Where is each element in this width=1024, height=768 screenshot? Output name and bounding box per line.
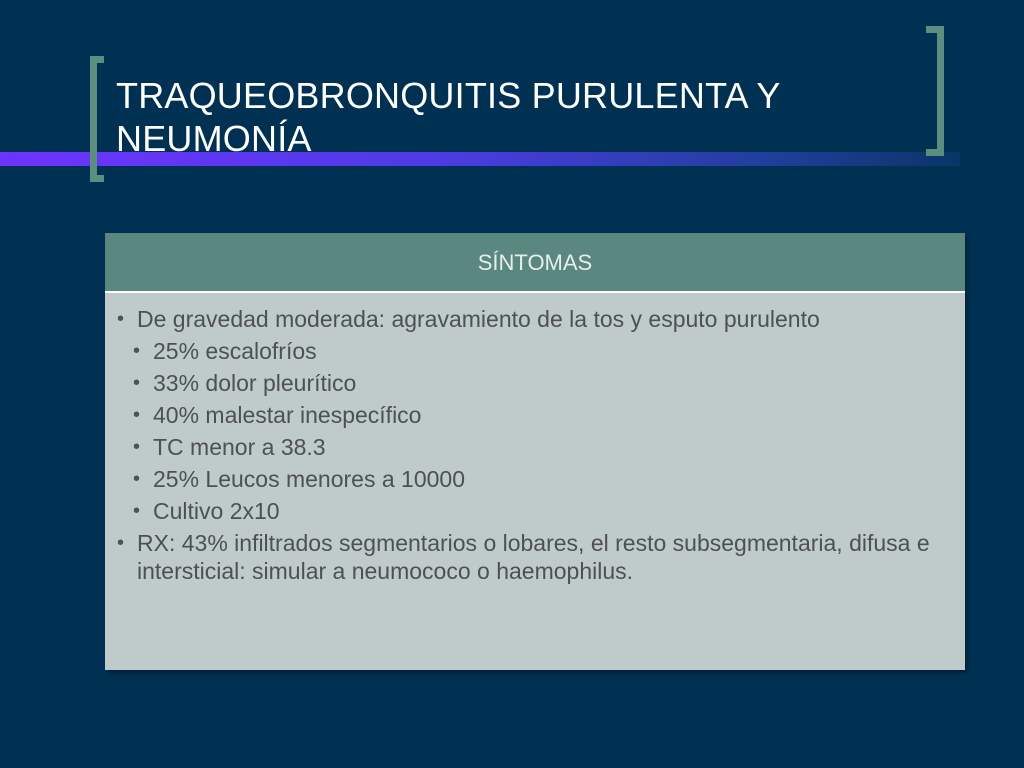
list-item-text: Cultivo 2x10	[153, 498, 280, 524]
list-item	[113, 527, 953, 585]
list-item-text: De gravedad moderada: agravamiento de la tos y esputo purulento	[137, 306, 820, 332]
slide-title: TRAQUEOBRONQUITIS PURULENTA Y NEUMONÍA	[116, 75, 780, 159]
bullet-icon: •	[133, 468, 141, 490]
panel-body	[105, 293, 965, 670]
list-item	[113, 495, 953, 527]
list-item-text: 25% Leucos menores a 10000	[153, 466, 465, 492]
list-item	[113, 463, 953, 495]
bullet-icon: •	[133, 340, 141, 362]
list-item-text: 40% malestar inespecífico	[153, 402, 422, 428]
list-item-text: TC menor a 38.3	[153, 434, 326, 460]
symptoms-list	[113, 303, 953, 585]
right-bracket-decoration	[926, 26, 944, 156]
bullet-icon: •	[117, 532, 125, 554]
list-item	[113, 431, 953, 463]
bullet-icon: •	[117, 308, 125, 330]
symptoms-panel	[105, 233, 965, 670]
bullet-icon: •	[133, 436, 141, 458]
list-item	[113, 303, 953, 335]
list-item-text: 25% escalofríos	[153, 338, 317, 364]
list-item-text: 33% dolor pleurítico	[153, 370, 357, 396]
bullet-icon: •	[133, 372, 141, 394]
list-item	[113, 399, 953, 431]
panel-header: SÍNTOMAS	[105, 233, 965, 293]
list-item	[113, 367, 953, 399]
bullet-icon: •	[133, 404, 141, 426]
bullet-icon: •	[133, 500, 141, 522]
list-item-text: RX: 43% infiltrados segmentarios o lobares, el resto subsegmentaria, difusa e intersticial: simular a neumococo o haemophilus.	[137, 530, 930, 584]
list-item	[113, 335, 953, 367]
left-bracket-decoration	[90, 56, 104, 182]
